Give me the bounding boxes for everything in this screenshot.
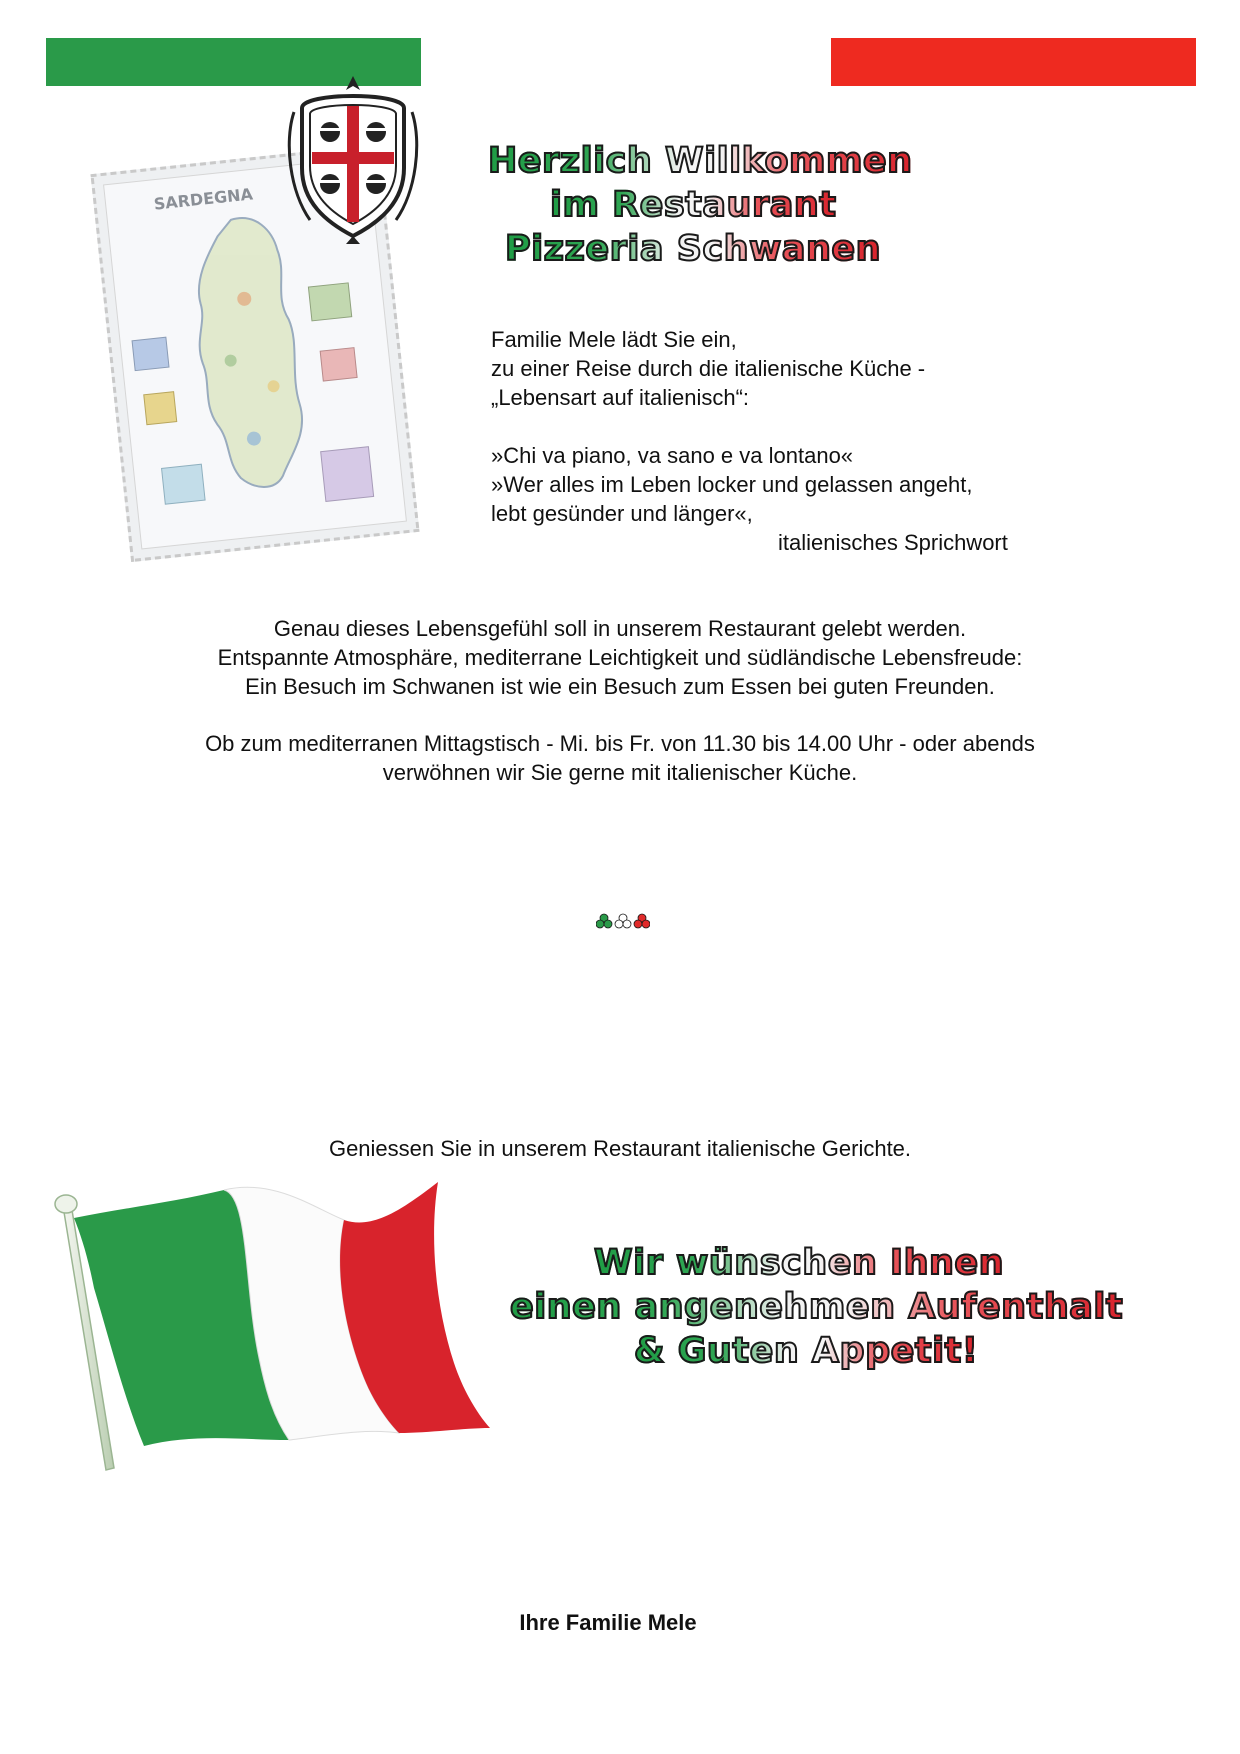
quote-line: lebt gesünder und länger«,	[491, 501, 753, 526]
quote-line: »Chi va piano, va sano e va lontano«	[491, 443, 854, 468]
paragraph-line: Genau dieses Lebensgefühl soll in unserem Restaurant gelebt werden.	[273, 616, 967, 641]
intro-line: „Lebensart auf italienisch“:	[491, 385, 750, 410]
flag-bar-red	[831, 38, 1196, 86]
welcome-title-line-2: im Restaurant	[550, 185, 837, 225]
welcome-title-line-1: Herzlich Willkommen	[488, 141, 913, 181]
closing-wish-line-2: einen angenehmen Aufenthalt	[510, 1287, 1124, 1327]
paragraph-line: Entspannte Atmosphäre, mediterrane Leichtigkeit und südländische Lebensfreude:	[217, 645, 1023, 670]
quote-attribution: italienisches Sprichwort	[778, 530, 1008, 555]
closing-wish-line-1: Wir wünschen Ihnen	[594, 1243, 1005, 1283]
paragraph-lunch	[0, 729, 1240, 787]
quote-line: »Wer alles im Leben locker und gelassen angeht,	[491, 472, 973, 497]
paragraph-atmosphere	[0, 614, 1240, 701]
paragraph-line: Geniessen Sie in unserem Restaurant italienische Gerichte.	[328, 1136, 912, 1161]
welcome-title-line-3: Pizzeria Schwanen	[505, 229, 882, 269]
map-label: SARDEGNA	[152, 184, 254, 214]
closing-wish-line-3: & Guten Appetit!	[634, 1331, 979, 1371]
italian-flag-icon	[44, 1178, 494, 1478]
spacer	[491, 412, 1051, 441]
intro-line: zu einer Reise durch die italienische Küche -	[491, 356, 926, 381]
paragraph-enjoy	[0, 1134, 1240, 1163]
paragraph-line: verwöhnen wir Sie gerne mit italienischer Küche.	[382, 760, 858, 785]
paragraph-line: Ein Besuch im Schwanen ist wie ein Besuch zum Essen bei guten Freunden.	[245, 674, 995, 699]
intro-text	[491, 325, 1051, 557]
tricolor-clovers-icon	[596, 911, 650, 933]
paragraph-line: Ob zum mediterranen Mittagstisch - Mi. bis Fr. von 11.30 bis 14.00 Uhr - oder abends	[205, 731, 1035, 756]
sardinia-coat-of-arms-icon	[280, 72, 426, 244]
signature: Ihre Familie Mele	[519, 1610, 697, 1635]
intro-line: Familie Mele lädt Sie ein,	[491, 327, 737, 352]
